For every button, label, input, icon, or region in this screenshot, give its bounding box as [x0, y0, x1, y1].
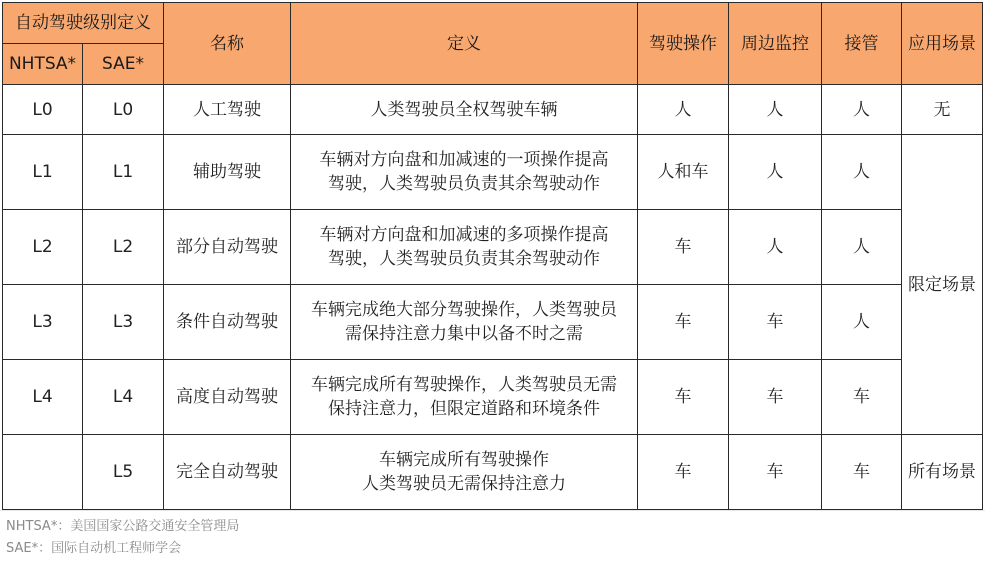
cell-takeover: 人 [822, 285, 902, 360]
header-driving-operation: 驾驶操作 [638, 3, 729, 85]
cell-name: 条件自动驾驶 [164, 285, 291, 360]
table-body [3, 85, 983, 510]
footnote-nhtsa: NHTSA*：美国国家公路交通安全管理局 [6, 519, 240, 534]
footnote-sae: SAE*：国际自动机工程师学会 [6, 541, 182, 556]
table-row [3, 435, 983, 510]
cell-definition: 车辆完成所有驾驶操作，人类驾驶员无需 保持注意力，但限定道路和环境条件 [291, 360, 638, 435]
cell-takeover: 人 [822, 210, 902, 285]
table-row [3, 210, 983, 285]
cell-takeover: 人 [822, 85, 902, 135]
cell-name: 辅助驾驶 [164, 135, 291, 210]
cell-definition: 车辆完成绝大部分驾驶操作，人类驾驶员 需保持注意力集中以备不时之需 [291, 285, 638, 360]
header-takeover: 接管 [822, 3, 902, 85]
footnotes [6, 516, 239, 560]
header-scenario: 应用场景 [902, 3, 983, 85]
cell-sae: L2 [83, 210, 164, 285]
cell-takeover: 人 [822, 135, 902, 210]
cell-monitoring: 车 [729, 435, 822, 510]
cell-definition: 人类驾驶员全权驾驶车辆 [291, 85, 638, 135]
cell-sae: L3 [83, 285, 164, 360]
cell-monitoring: 车 [729, 360, 822, 435]
cell-monitoring: 人 [729, 135, 822, 210]
header-nhtsa: NHTSA* [3, 44, 83, 85]
cell-nhtsa: L3 [3, 285, 83, 360]
table-row [3, 135, 983, 210]
cell-name: 部分自动驾驶 [164, 210, 291, 285]
cell-takeover: 车 [822, 360, 902, 435]
table-row [3, 85, 983, 135]
cell-monitoring: 车 [729, 285, 822, 360]
cell-operation: 人和车 [638, 135, 729, 210]
cell-scenario: 无 [902, 85, 983, 135]
cell-operation: 车 [638, 285, 729, 360]
autonomy-levels-table [2, 2, 983, 510]
cell-sae: L1 [83, 135, 164, 210]
cell-nhtsa: L0 [3, 85, 83, 135]
cell-operation: 车 [638, 360, 729, 435]
cell-sae: L5 [83, 435, 164, 510]
cell-nhtsa: L1 [3, 135, 83, 210]
header-sae: SAE* [83, 44, 164, 85]
footnote-divider [0, 510, 985, 511]
cell-definition: 车辆对方向盘和加减速的多项操作提高 驾驶，人类驾驶员负责其余驾驶动作 [291, 210, 638, 285]
cell-name: 完全自动驾驶 [164, 435, 291, 510]
table-header [3, 3, 983, 85]
cell-definition: 车辆完成所有驾驶操作 人类驾驶员无需保持注意力 [291, 435, 638, 510]
cell-scenario: 所有场景 [902, 435, 983, 510]
header-level-group: 自动驾驶级别定义 [3, 3, 164, 44]
cell-takeover: 车 [822, 435, 902, 510]
cell-operation: 人 [638, 85, 729, 135]
cell-name: 高度自动驾驶 [164, 360, 291, 435]
header-name: 名称 [164, 3, 291, 85]
cell-nhtsa: L4 [3, 360, 83, 435]
cell-monitoring: 人 [729, 210, 822, 285]
header-row-1 [3, 3, 983, 44]
table-row [3, 285, 983, 360]
header-definition: 定义 [291, 3, 638, 85]
cell-definition: 车辆对方向盘和加减速的一项操作提高 驾驶，人类驾驶员负责其余驾驶动作 [291, 135, 638, 210]
table-row [3, 360, 983, 435]
cell-operation: 车 [638, 210, 729, 285]
cell-name: 人工驾驶 [164, 85, 291, 135]
cell-operation: 车 [638, 435, 729, 510]
header-surround-monitoring: 周边监控 [729, 3, 822, 85]
cell-sae: L4 [83, 360, 164, 435]
cell-nhtsa [3, 435, 83, 510]
cell-nhtsa: L2 [3, 210, 83, 285]
cell-sae: L0 [83, 85, 164, 135]
cell-scenario-limited: 限定场景 [902, 135, 983, 435]
cell-monitoring: 人 [729, 85, 822, 135]
